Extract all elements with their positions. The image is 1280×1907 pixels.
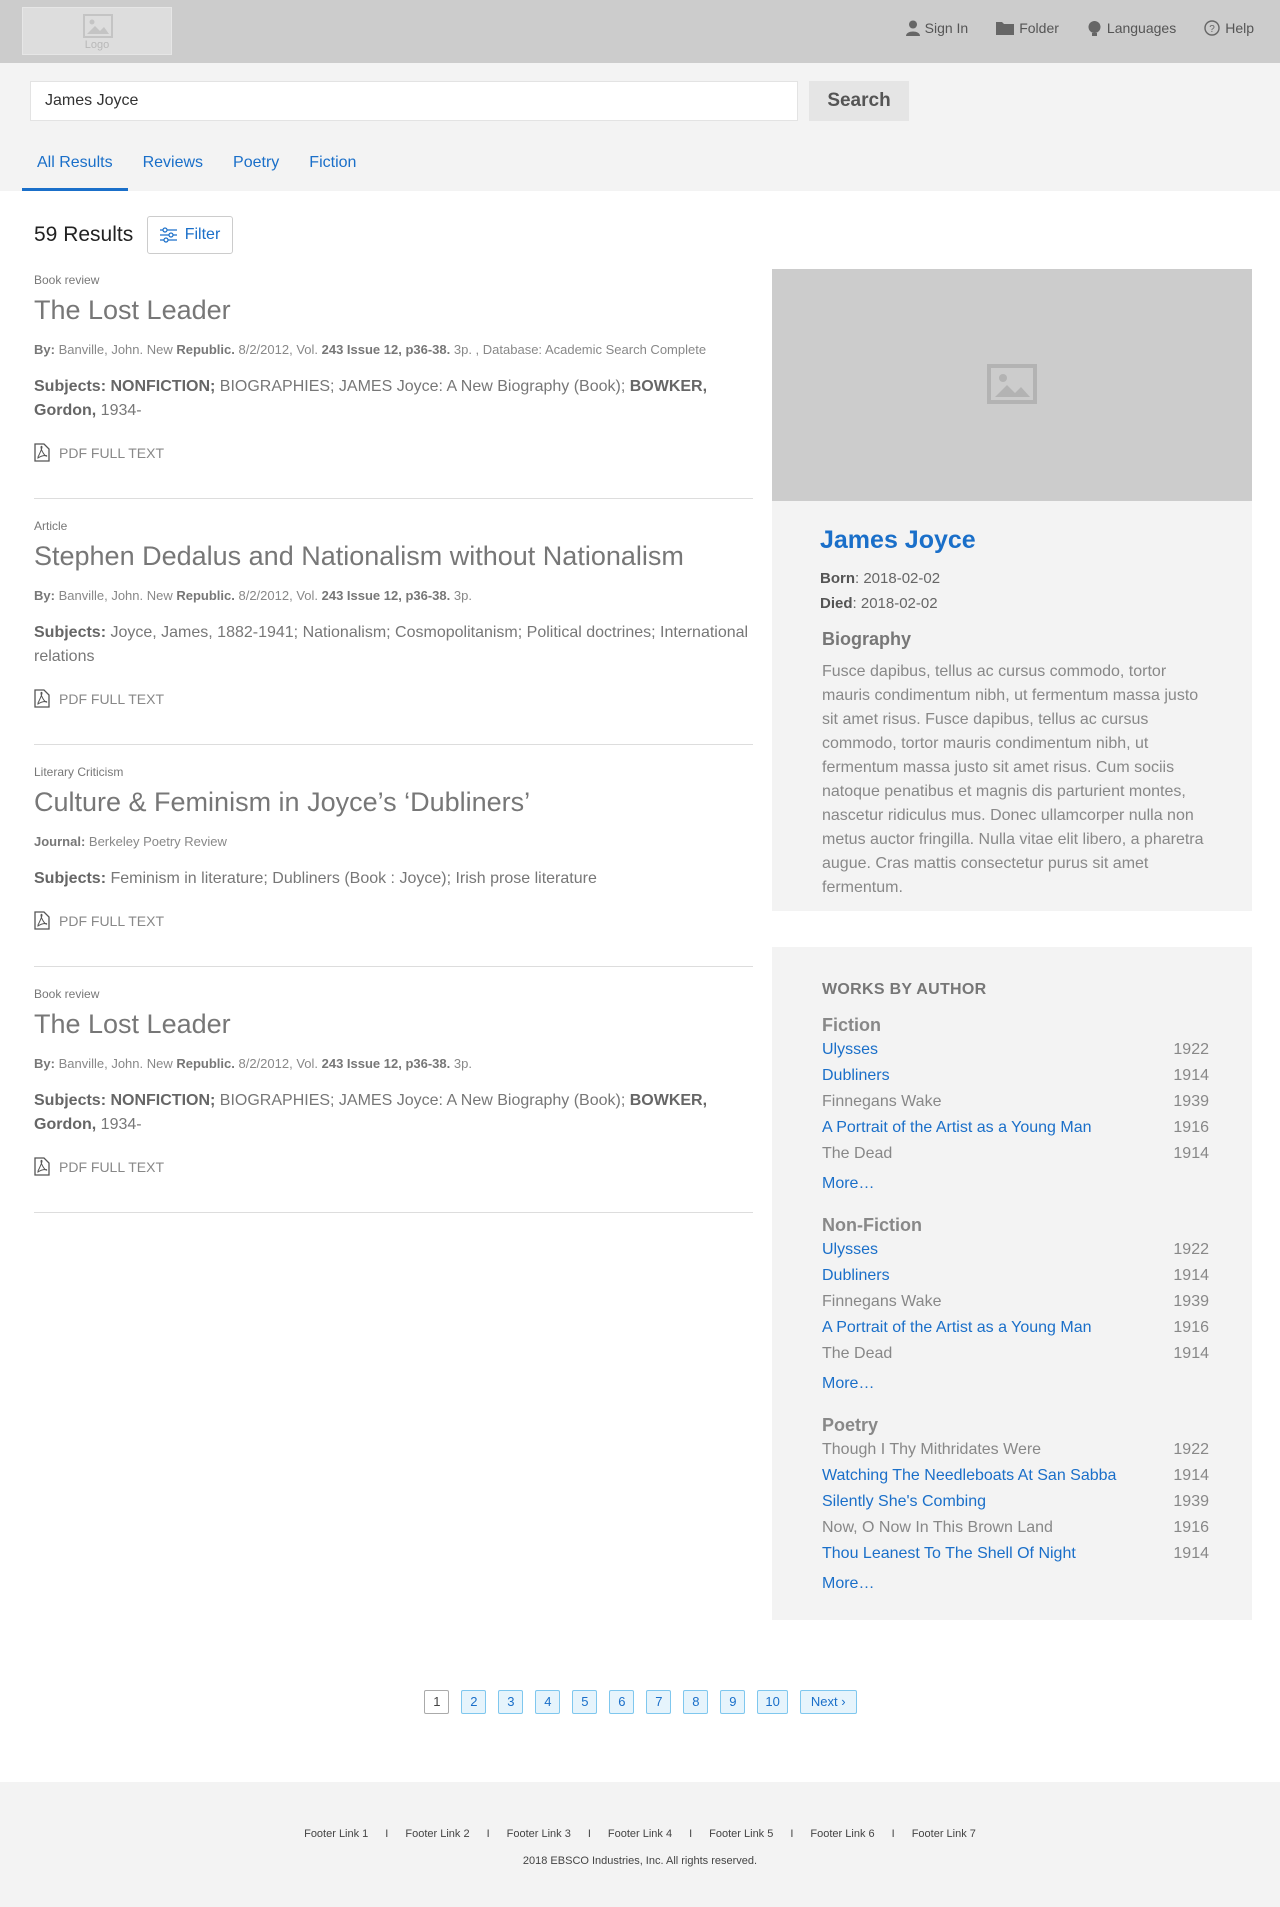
work-row	[822, 1467, 1209, 1493]
footer-link[interactable]: Footer Link 2	[405, 1828, 470, 1840]
search-section	[0, 63, 1280, 191]
sign-in-label: Sign In	[924, 20, 969, 36]
footer-link[interactable]: Footer Link 7	[911, 1828, 976, 1840]
work-year: 1939	[1173, 1493, 1209, 1510]
work-title-link[interactable]: Silently She's Combing	[822, 1493, 987, 1510]
results-count: 59 Results	[34, 223, 134, 246]
died-row: Died: 2018-02-02	[820, 595, 938, 612]
footer-separator: I	[790, 1828, 794, 1840]
more-non-fiction-link[interactable]: More…	[822, 1375, 875, 1392]
languages-link[interactable]	[1087, 20, 1176, 36]
svg-text:?: ?	[1209, 24, 1215, 35]
filter-button[interactable]	[147, 216, 233, 254]
result-item	[34, 745, 753, 967]
works-group-non-fiction	[822, 1215, 1209, 1397]
work-year: 1916	[1173, 1119, 1209, 1136]
result-type: Article	[34, 519, 68, 533]
pdf-label: PDF FULL TEXT	[59, 1158, 165, 1175]
folder-label: Folder	[1019, 20, 1059, 36]
footer-separator: I	[587, 1828, 591, 1840]
work-title-link[interactable]: Dubliners	[822, 1267, 890, 1284]
work-title-link[interactable]: A Portrait of the Artist as a Young Man	[822, 1119, 1092, 1136]
works-by-author-panel	[772, 947, 1252, 1620]
works-group-title: Fiction	[822, 1015, 881, 1035]
work-row	[822, 1093, 1209, 1119]
globe-icon	[1087, 20, 1102, 36]
work-year: 1922	[1173, 1441, 1209, 1458]
result-subjects: Subjects: NONFICTION; BIOGRAPHIES; JAMES Joyce: A New Biography (Book); BOWKER, Gordon, 1934-	[34, 378, 708, 419]
result-meta: By: Banville, John. New Republic. 8/2/2012, Vol. 243 Issue 12, p36-38. 3p.	[34, 588, 472, 603]
logo-text: Logo	[84, 39, 110, 51]
work-title-link[interactable]: Dubliners	[822, 1067, 890, 1084]
work-year: 1916	[1173, 1519, 1209, 1536]
work-title: Though I Thy Mithridates Were	[822, 1441, 1042, 1458]
search-button[interactable]: Search	[809, 81, 909, 121]
works-group-fiction	[822, 1015, 1209, 1197]
top-nav	[906, 20, 1254, 36]
work-year: 1939	[1173, 1293, 1209, 1310]
result-type: Book review	[34, 273, 100, 287]
footer-link[interactable]: Footer Link 4	[607, 1828, 673, 1840]
work-year: 1914	[1173, 1545, 1209, 1562]
work-title: Now, O Now In This Brown Land	[822, 1519, 1053, 1536]
result-title-link[interactable]: The Lost Leader	[34, 1009, 231, 1039]
page-button-2[interactable]: 2	[461, 1690, 486, 1714]
result-type: Book review	[34, 987, 100, 1001]
footer-separator: I	[689, 1828, 693, 1840]
pdf-label: PDF FULL TEXT	[59, 444, 165, 461]
born-row: Born: 2018-02-02	[820, 570, 941, 587]
work-row	[822, 1345, 1209, 1371]
page-button-9[interactable]: 9	[720, 1690, 745, 1714]
page-button-10[interactable]: 10	[757, 1690, 787, 1714]
works-group-title: Poetry	[822, 1415, 879, 1435]
pdf-full-text-link[interactable]	[34, 1157, 164, 1176]
biography-heading: Biography	[822, 629, 912, 649]
work-title: The Dead	[822, 1345, 893, 1362]
tab-fiction[interactable]: Fiction	[309, 154, 357, 171]
pdf-full-text-link[interactable]	[34, 911, 164, 930]
result-item	[34, 265, 753, 499]
pdf-icon	[34, 689, 50, 708]
work-row	[822, 1293, 1209, 1319]
user-icon	[906, 20, 920, 36]
pdf-label: PDF FULL TEXT	[59, 912, 165, 929]
footer-link[interactable]: Footer Link 5	[709, 1828, 774, 1840]
page-button-4[interactable]: 4	[535, 1690, 560, 1714]
author-dates	[820, 566, 940, 616]
top-bar	[0, 0, 1280, 63]
pdf-full-text-link[interactable]	[34, 443, 164, 462]
page-button-8[interactable]: 8	[683, 1690, 708, 1714]
work-row	[822, 1267, 1209, 1293]
result-item	[34, 499, 753, 745]
languages-label: Languages	[1106, 20, 1177, 36]
work-row	[822, 1119, 1209, 1145]
footer-separator: I	[891, 1828, 895, 1840]
work-row	[822, 1241, 1209, 1267]
help-link[interactable]	[1204, 20, 1254, 36]
work-year: 1914	[1173, 1267, 1209, 1284]
result-meta: Journal: Berkeley Poetry Review	[34, 834, 227, 849]
footer	[0, 1782, 1280, 1907]
biography-text: Fusce dapibus, tellus ac cursus commodo, tortor mauris condimentum nibh, ut fermentum massa justo sit amet risus. Fusce dapibus, tellus ac cursus commodo, tortor mauris condimentum nibh, ut fermentum massa justo sit amet risus. Cum sociis natoque penatibus et magnis dis parturient montes, nascetur ridiculus mus. Donec ullamcorper nulla non metus auctor fringilla. Nulla vitae elit libero, a pharetra augue. Cras mattis consectetur purus sit amet fermentum.	[822, 663, 1204, 896]
result-subjects: Subjects: Feminism in literature; Dubliners (Book : Joyce); Irish prose literature	[34, 870, 597, 887]
work-year: 1914	[1173, 1067, 1209, 1084]
footer-links	[0, 1828, 1280, 1840]
work-title-link[interactable]: A Portrait of the Artist as a Young Man	[822, 1319, 1092, 1336]
author-image	[772, 269, 1252, 501]
work-row	[822, 1041, 1209, 1067]
more-fiction-link[interactable]: More…	[822, 1175, 875, 1192]
result-title-link[interactable]: The Lost Leader	[34, 295, 231, 325]
footer-link[interactable]: Footer Link 3	[506, 1828, 571, 1840]
author-name[interactable]: James Joyce	[820, 526, 976, 554]
result-meta: By: Banville, John. New Republic. 8/2/2012, Vol. 243 Issue 12, p36-38. 3p.	[34, 1056, 472, 1071]
work-row	[822, 1519, 1209, 1545]
work-row	[822, 1319, 1209, 1345]
more-poetry-link[interactable]: More…	[822, 1575, 875, 1592]
work-row	[822, 1545, 1209, 1571]
result-subjects: Subjects: Joyce, James, 1882-1941; Nationalism; Cosmopolitanism; Political doctrines; International relations	[34, 624, 749, 665]
work-row	[822, 1493, 1209, 1519]
tab-reviews[interactable]: Reviews	[142, 154, 204, 171]
author-panel	[772, 269, 1252, 911]
work-row	[822, 1441, 1209, 1467]
page-button-5[interactable]: 5	[572, 1690, 597, 1714]
work-title-link[interactable]: Watching The Needleboats At San Sabba	[822, 1467, 1117, 1484]
work-year: 1922	[1173, 1041, 1209, 1058]
work-title: Finnegans Wake	[822, 1293, 942, 1310]
pdf-label: PDF FULL TEXT	[59, 690, 165, 707]
page-button-7[interactable]: 7	[646, 1690, 671, 1714]
image-placeholder-icon	[987, 364, 1037, 404]
footer-link[interactable]: Footer Link 1	[304, 1828, 369, 1840]
next-page-button[interactable]: Next ›	[800, 1690, 857, 1714]
result-tabs	[22, 148, 371, 191]
copyright-text: 2018 EBSCO Industries, Inc. All rights reserved.	[522, 1855, 758, 1867]
folder-link[interactable]	[996, 20, 1059, 36]
result-meta: By: Banville, John. New Republic. 8/2/2012, Vol. 243 Issue 12, p36-38. 3p. , Database: Academic Search Complete	[34, 342, 707, 357]
works-group-title: Non-Fiction	[822, 1215, 922, 1235]
work-row	[822, 1145, 1209, 1171]
results-list	[34, 265, 753, 1213]
sliders-icon	[160, 228, 177, 242]
pdf-icon	[34, 443, 50, 462]
help-label: Help	[1225, 20, 1254, 36]
work-title: The Dead	[822, 1145, 893, 1162]
pdf-icon	[34, 911, 50, 930]
chevron-right-icon: ›	[841, 1694, 846, 1709]
work-title-link[interactable]: Thou Leanest To The Shell Of Night	[822, 1545, 1076, 1562]
pdf-full-text-link[interactable]	[34, 689, 164, 708]
logo[interactable]	[22, 7, 172, 55]
tab-poetry[interactable]: Poetry	[233, 154, 280, 171]
work-title-link[interactable]: Ulysses	[822, 1041, 879, 1058]
search-input[interactable]	[30, 81, 798, 121]
result-title-link[interactable]: Stephen Dedalus and Nationalism without Nationalism	[34, 541, 684, 571]
works-group-poetry	[822, 1415, 1209, 1597]
folder-icon	[996, 21, 1014, 35]
page-button-6[interactable]: 6	[609, 1690, 634, 1714]
work-year: 1914	[1173, 1467, 1209, 1484]
page-button-3[interactable]: 3	[498, 1690, 523, 1714]
result-item	[34, 967, 753, 1213]
result-title-link[interactable]: Culture & Feminism in Joyce’s ‘Dubliners’	[34, 787, 531, 817]
help-icon	[1204, 20, 1220, 36]
work-row	[822, 1067, 1209, 1093]
footer-separator: I	[486, 1828, 490, 1840]
footer-separator: I	[385, 1828, 389, 1840]
page-button-1[interactable]: 1	[424, 1690, 449, 1714]
pagination	[0, 1690, 1280, 1714]
works-heading: WORKS BY AUTHOR	[822, 981, 987, 998]
result-subjects: Subjects: NONFICTION; BIOGRAPHIES; JAMES Joyce: A New Biography (Book); BOWKER, Gordon, 1934-	[34, 1092, 708, 1133]
result-type: Literary Criticism	[34, 765, 124, 779]
work-title-link[interactable]: Ulysses	[822, 1241, 879, 1258]
work-year: 1914	[1173, 1145, 1209, 1162]
image-placeholder-icon	[83, 14, 113, 38]
work-year: 1922	[1173, 1241, 1209, 1258]
sign-in-link[interactable]	[906, 20, 969, 36]
footer-link[interactable]: Footer Link 6	[810, 1828, 875, 1840]
filter-label: Filter	[184, 226, 221, 243]
tab-all-results[interactable]: All Results	[22, 148, 128, 191]
work-year: 1939	[1173, 1093, 1209, 1110]
pdf-icon	[34, 1157, 50, 1176]
work-year: 1916	[1173, 1319, 1209, 1336]
work-title: Finnegans Wake	[822, 1093, 942, 1110]
work-year: 1914	[1173, 1345, 1209, 1362]
